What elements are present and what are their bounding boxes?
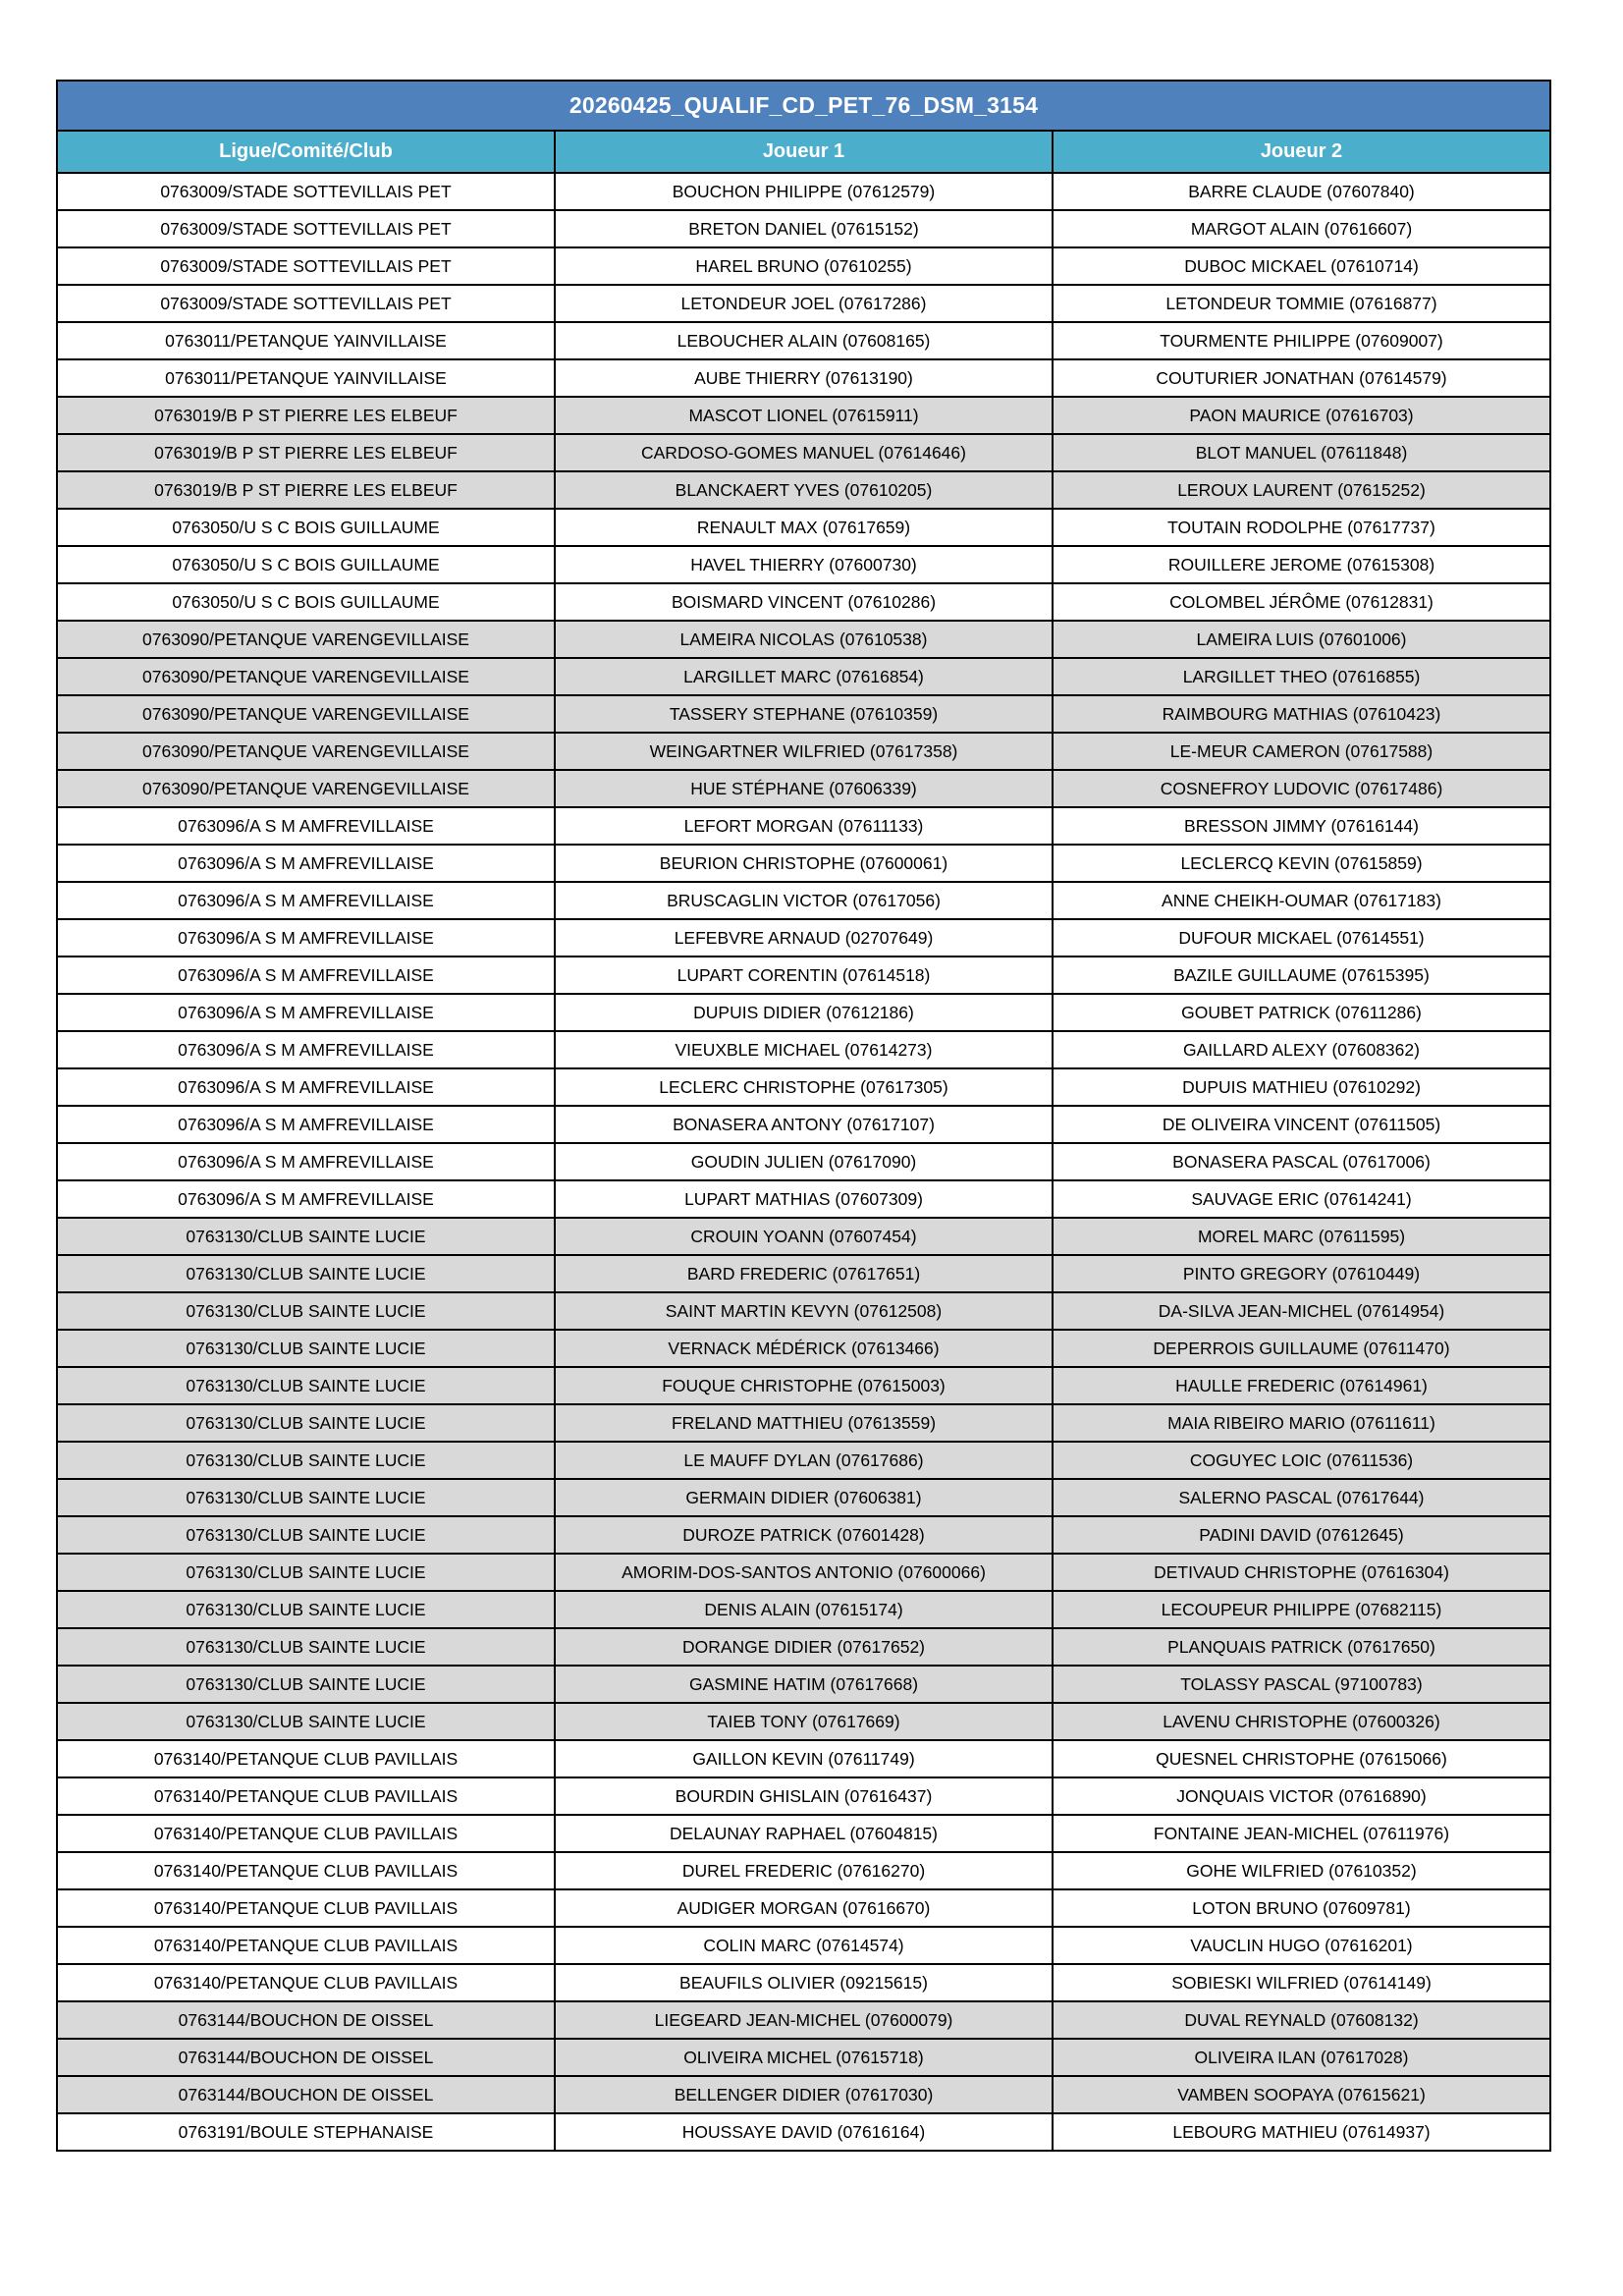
table-row <box>57 2039 1550 2076</box>
cell-club: 0763140/PETANQUE CLUB PAVILLAIS <box>57 1815 555 1852</box>
cell-joueur-1: LAMEIRA NICOLAS (07610538) <box>555 621 1053 658</box>
cell-joueur-1: CARDOSO-GOMES MANUEL (07614646) <box>555 434 1053 471</box>
cell-joueur-1: DELAUNAY RAPHAEL (07604815) <box>555 1815 1053 1852</box>
cell-club: 0763096/A S M AMFREVILLAISE <box>57 845 555 882</box>
cell-joueur-1: HAVEL THIERRY (07600730) <box>555 546 1053 583</box>
cell-joueur-2: DA-SILVA JEAN-MICHEL (07614954) <box>1053 1292 1550 1330</box>
cell-joueur-1: LETONDEUR JOEL (07617286) <box>555 285 1053 322</box>
table-row <box>57 1255 1550 1292</box>
cell-joueur-1: AUBE THIERRY (07613190) <box>555 359 1053 397</box>
cell-joueur-2: SOBIESKI WILFRIED (07614149) <box>1053 1964 1550 2001</box>
table-row <box>57 621 1550 658</box>
cell-joueur-1: HAREL BRUNO (07610255) <box>555 247 1053 285</box>
table-row <box>57 1554 1550 1591</box>
cell-joueur-2: COUTURIER JONATHAN (07614579) <box>1053 359 1550 397</box>
table-row <box>57 1740 1550 1777</box>
cell-joueur-1: DUROZE PATRICK (07601428) <box>555 1516 1053 1554</box>
cell-club: 0763009/STADE SOTTEVILLAIS PET <box>57 173 555 210</box>
cell-club: 0763140/PETANQUE CLUB PAVILLAIS <box>57 1964 555 2001</box>
cell-joueur-1: BOISMARD VINCENT (07610286) <box>555 583 1053 621</box>
table-row <box>57 1852 1550 1889</box>
cell-joueur-1: BRUSCAGLIN VICTOR (07617056) <box>555 882 1053 919</box>
table-header-row <box>57 131 1550 173</box>
cell-joueur-1: BRETON DANIEL (07615152) <box>555 210 1053 247</box>
cell-club: 0763144/BOUCHON DE OISSEL <box>57 2001 555 2039</box>
cell-joueur-1: TAIEB TONY (07617669) <box>555 1703 1053 1740</box>
table-row <box>57 1964 1550 2001</box>
cell-joueur-2: COLOMBEL JÉRÔME (07612831) <box>1053 583 1550 621</box>
cell-joueur-2: QUESNEL CHRISTOPHE (07615066) <box>1053 1740 1550 1777</box>
cell-joueur-1: HOUSSAYE DAVID (07616164) <box>555 2113 1053 2151</box>
table-row <box>57 1815 1550 1852</box>
cell-joueur-2: LEBOURG MATHIEU (07614937) <box>1053 2113 1550 2151</box>
cell-club: 0763140/PETANQUE CLUB PAVILLAIS <box>57 1927 555 1964</box>
cell-club: 0763090/PETANQUE VARENGEVILLAISE <box>57 770 555 807</box>
cell-club: 0763090/PETANQUE VARENGEVILLAISE <box>57 733 555 770</box>
table-row <box>57 1106 1550 1143</box>
table-row <box>57 2113 1550 2151</box>
cell-joueur-1: VERNACK MÉDÉRICK (07613466) <box>555 1330 1053 1367</box>
table-row <box>57 994 1550 1031</box>
cell-joueur-2: VAUCLIN HUGO (07616201) <box>1053 1927 1550 1964</box>
table-row <box>57 2001 1550 2039</box>
cell-joueur-1: LECLERC CHRISTOPHE (07617305) <box>555 1068 1053 1106</box>
cell-joueur-1: BONASERA ANTONY (07617107) <box>555 1106 1053 1143</box>
cell-joueur-2: BRESSON JIMMY (07616144) <box>1053 807 1550 845</box>
cell-joueur-1: DUPUIS DIDIER (07612186) <box>555 994 1053 1031</box>
cell-joueur-2: COSNEFROY LUDOVIC (07617486) <box>1053 770 1550 807</box>
cell-joueur-2: DEPERROIS GUILLAUME (07611470) <box>1053 1330 1550 1367</box>
cell-joueur-1: VIEUXBLE MICHAEL (07614273) <box>555 1031 1053 1068</box>
cell-joueur-2: GOUBET PATRICK (07611286) <box>1053 994 1550 1031</box>
cell-joueur-2: GOHE WILFRIED (07610352) <box>1053 1852 1550 1889</box>
cell-joueur-1: BOURDIN GHISLAIN (07616437) <box>555 1777 1053 1815</box>
table-title-row <box>57 81 1550 131</box>
cell-club: 0763009/STADE SOTTEVILLAIS PET <box>57 285 555 322</box>
cell-joueur-1: LEFEBVRE ARNAUD (02707649) <box>555 919 1053 957</box>
cell-club: 0763144/BOUCHON DE OISSEL <box>57 2039 555 2076</box>
cell-club: 0763096/A S M AMFREVILLAISE <box>57 994 555 1031</box>
cell-joueur-2: COGUYEC LOIC (07611536) <box>1053 1442 1550 1479</box>
cell-club: 0763096/A S M AMFREVILLAISE <box>57 1068 555 1106</box>
cell-club: 0763140/PETANQUE CLUB PAVILLAIS <box>57 1740 555 1777</box>
cell-joueur-1: OLIVEIRA MICHEL (07615718) <box>555 2039 1053 2076</box>
cell-joueur-1: GAILLON KEVIN (07611749) <box>555 1740 1053 1777</box>
cell-joueur-2: SALERNO PASCAL (07617644) <box>1053 1479 1550 1516</box>
cell-club: 0763096/A S M AMFREVILLAISE <box>57 807 555 845</box>
cell-club: 0763130/CLUB SAINTE LUCIE <box>57 1666 555 1703</box>
table-row <box>57 957 1550 994</box>
table-row <box>57 1218 1550 1255</box>
cell-club: 0763090/PETANQUE VARENGEVILLAISE <box>57 658 555 695</box>
cell-club: 0763144/BOUCHON DE OISSEL <box>57 2076 555 2113</box>
cell-club: 0763096/A S M AMFREVILLAISE <box>57 1180 555 1218</box>
cell-club: 0763130/CLUB SAINTE LUCIE <box>57 1703 555 1740</box>
cell-joueur-2: PINTO GREGORY (07610449) <box>1053 1255 1550 1292</box>
cell-joueur-2: DUVAL REYNALD (07608132) <box>1053 2001 1550 2039</box>
table-row <box>57 285 1550 322</box>
cell-joueur-1: GERMAIN DIDIER (07606381) <box>555 1479 1053 1516</box>
cell-joueur-2: ANNE CHEIKH-OUMAR (07617183) <box>1053 882 1550 919</box>
cell-club: 0763050/U S C BOIS GUILLAUME <box>57 546 555 583</box>
cell-joueur-2: BAZILE GUILLAUME (07615395) <box>1053 957 1550 994</box>
table-row <box>57 845 1550 882</box>
cell-joueur-2: BARRE CLAUDE (07607840) <box>1053 173 1550 210</box>
cell-joueur-2: LARGILLET THEO (07616855) <box>1053 658 1550 695</box>
cell-club: 0763130/CLUB SAINTE LUCIE <box>57 1218 555 1255</box>
table-row <box>57 1330 1550 1367</box>
cell-club: 0763130/CLUB SAINTE LUCIE <box>57 1442 555 1479</box>
table-row <box>57 1927 1550 1964</box>
cell-joueur-2: DE OLIVEIRA VINCENT (07611505) <box>1053 1106 1550 1143</box>
cell-joueur-1: GOUDIN JULIEN (07617090) <box>555 1143 1053 1180</box>
cell-joueur-2: LE-MEUR CAMERON (07617588) <box>1053 733 1550 770</box>
cell-joueur-2: JONQUAIS VICTOR (07616890) <box>1053 1777 1550 1815</box>
table-row <box>57 1703 1550 1740</box>
table-row <box>57 1292 1550 1330</box>
table-row <box>57 1068 1550 1106</box>
cell-joueur-2: BLOT MANUEL (07611848) <box>1053 434 1550 471</box>
table-row <box>57 1516 1550 1554</box>
cell-club: 0763096/A S M AMFREVILLAISE <box>57 882 555 919</box>
cell-joueur-1: AMORIM-DOS-SANTOS ANTONIO (07600066) <box>555 1554 1053 1591</box>
cell-joueur-2: DUFOUR MICKAEL (07614551) <box>1053 919 1550 957</box>
table-row <box>57 247 1550 285</box>
cell-joueur-2: DETIVAUD CHRISTOPHE (07616304) <box>1053 1554 1550 1591</box>
table-row <box>57 1404 1550 1442</box>
cell-club: 0763130/CLUB SAINTE LUCIE <box>57 1292 555 1330</box>
table-row <box>57 1889 1550 1927</box>
cell-club: 0763050/U S C BOIS GUILLAUME <box>57 583 555 621</box>
cell-joueur-1: SAINT MARTIN KEVYN (07612508) <box>555 1292 1053 1330</box>
table-row <box>57 1777 1550 1815</box>
table-row <box>57 2076 1550 2113</box>
cell-club: 0763140/PETANQUE CLUB PAVILLAIS <box>57 1889 555 1927</box>
cell-club: 0763130/CLUB SAINTE LUCIE <box>57 1554 555 1591</box>
table-row <box>57 1031 1550 1068</box>
table-row <box>57 1367 1550 1404</box>
cell-club: 0763130/CLUB SAINTE LUCIE <box>57 1367 555 1404</box>
cell-joueur-2: LOTON BRUNO (07609781) <box>1053 1889 1550 1927</box>
cell-joueur-1: COLIN MARC (07614574) <box>555 1927 1053 1964</box>
cell-joueur-2: ROUILLERE JEROME (07615308) <box>1053 546 1550 583</box>
cell-joueur-2: LEROUX LAURENT (07615252) <box>1053 471 1550 509</box>
cell-club: 0763011/PETANQUE YAINVILLAISE <box>57 359 555 397</box>
cell-joueur-1: BARD FREDERIC (07617651) <box>555 1255 1053 1292</box>
cell-joueur-1: BLANCKAERT YVES (07610205) <box>555 471 1053 509</box>
cell-club: 0763140/PETANQUE CLUB PAVILLAIS <box>57 1777 555 1815</box>
table-row <box>57 509 1550 546</box>
cell-club: 0763130/CLUB SAINTE LUCIE <box>57 1479 555 1516</box>
cell-joueur-2: MAIA RIBEIRO MARIO (07611611) <box>1053 1404 1550 1442</box>
cell-joueur-1: LEFORT MORGAN (07611133) <box>555 807 1053 845</box>
competition-sheet <box>56 80 1549 2152</box>
cell-club: 0763191/BOULE STEPHANAISE <box>57 2113 555 2151</box>
cell-joueur-2: LETONDEUR TOMMIE (07616877) <box>1053 285 1550 322</box>
cell-club: 0763009/STADE SOTTEVILLAIS PET <box>57 210 555 247</box>
cell-joueur-1: WEINGARTNER WILFRIED (07617358) <box>555 733 1053 770</box>
cell-joueur-2: MARGOT ALAIN (07616607) <box>1053 210 1550 247</box>
cell-club: 0763096/A S M AMFREVILLAISE <box>57 1031 555 1068</box>
table-row <box>57 322 1550 359</box>
table-row <box>57 1143 1550 1180</box>
table-row <box>57 807 1550 845</box>
table-row <box>57 882 1550 919</box>
cell-joueur-2: LAVENU CHRISTOPHE (07600326) <box>1053 1703 1550 1740</box>
table-row <box>57 359 1550 397</box>
table-row <box>57 583 1550 621</box>
cell-club: 0763130/CLUB SAINTE LUCIE <box>57 1404 555 1442</box>
table-row <box>57 919 1550 957</box>
cell-club: 0763130/CLUB SAINTE LUCIE <box>57 1330 555 1367</box>
cell-club: 0763009/STADE SOTTEVILLAIS PET <box>57 247 555 285</box>
cell-joueur-2: PLANQUAIS PATRICK (07617650) <box>1053 1628 1550 1666</box>
cell-joueur-2: LECOUPEUR PHILIPPE (07682115) <box>1053 1591 1550 1628</box>
cell-joueur-2: TOURMENTE PHILIPPE (07609007) <box>1053 322 1550 359</box>
cell-club: 0763011/PETANQUE YAINVILLAISE <box>57 322 555 359</box>
cell-joueur-1: BOUCHON PHILIPPE (07612579) <box>555 173 1053 210</box>
cell-joueur-1: RENAULT MAX (07617659) <box>555 509 1053 546</box>
table-row <box>57 1180 1550 1218</box>
cell-club: 0763130/CLUB SAINTE LUCIE <box>57 1591 555 1628</box>
table-row <box>57 1479 1550 1516</box>
cell-joueur-2: MOREL MARC (07611595) <box>1053 1218 1550 1255</box>
table-row <box>57 1666 1550 1703</box>
registration-table <box>56 80 1551 2152</box>
cell-club: 0763019/B P ST PIERRE LES ELBEUF <box>57 434 555 471</box>
cell-joueur-1: BELLENGER DIDIER (07617030) <box>555 2076 1053 2113</box>
cell-joueur-2: DUPUIS MATHIEU (07610292) <box>1053 1068 1550 1106</box>
table-row <box>57 434 1550 471</box>
cell-joueur-2: LECLERCQ KEVIN (07615859) <box>1053 845 1550 882</box>
table-row <box>57 733 1550 770</box>
cell-club: 0763096/A S M AMFREVILLAISE <box>57 957 555 994</box>
table-row <box>57 210 1550 247</box>
cell-joueur-1: HUE STÉPHANE (07606339) <box>555 770 1053 807</box>
cell-joueur-2: OLIVEIRA ILAN (07617028) <box>1053 2039 1550 2076</box>
cell-joueur-1: LUPART CORENTIN (07614518) <box>555 957 1053 994</box>
page-title: 20260425_QUALIF_CD_PET_76_DSM_3154 <box>57 81 1550 131</box>
cell-joueur-1: AUDIGER MORGAN (07616670) <box>555 1889 1053 1927</box>
cell-joueur-2: PADINI DAVID (07612645) <box>1053 1516 1550 1554</box>
table-row <box>57 1591 1550 1628</box>
cell-club: 0763090/PETANQUE VARENGEVILLAISE <box>57 621 555 658</box>
cell-club: 0763140/PETANQUE CLUB PAVILLAIS <box>57 1852 555 1889</box>
column-header-club: Ligue/Comité/Club <box>57 131 555 173</box>
cell-joueur-2: TOUTAIN RODOLPHE (07617737) <box>1053 509 1550 546</box>
cell-joueur-1: BEAUFILS OLIVIER (09215615) <box>555 1964 1053 2001</box>
cell-club: 0763130/CLUB SAINTE LUCIE <box>57 1516 555 1554</box>
cell-club: 0763050/U S C BOIS GUILLAUME <box>57 509 555 546</box>
cell-joueur-2: DUBOC MICKAEL (07610714) <box>1053 247 1550 285</box>
cell-joueur-1: MASCOT LIONEL (07615911) <box>555 397 1053 434</box>
cell-club: 0763019/B P ST PIERRE LES ELBEUF <box>57 471 555 509</box>
cell-joueur-1: BEURION CHRISTOPHE (07600061) <box>555 845 1053 882</box>
table-row <box>57 546 1550 583</box>
cell-joueur-1: LE MAUFF DYLAN (07617686) <box>555 1442 1053 1479</box>
cell-joueur-2: HAULLE FREDERIC (07614961) <box>1053 1367 1550 1404</box>
table-row <box>57 1442 1550 1479</box>
cell-joueur-2: RAIMBOURG MATHIAS (07610423) <box>1053 695 1550 733</box>
cell-joueur-2: FONTAINE JEAN-MICHEL (07611976) <box>1053 1815 1550 1852</box>
cell-joueur-2: TOLASSY PASCAL (97100783) <box>1053 1666 1550 1703</box>
cell-club: 0763090/PETANQUE VARENGEVILLAISE <box>57 695 555 733</box>
cell-joueur-2: PAON MAURICE (07616703) <box>1053 397 1550 434</box>
table-row <box>57 658 1550 695</box>
cell-joueur-1: FOUQUE CHRISTOPHE (07615003) <box>555 1367 1053 1404</box>
table-row <box>57 397 1550 434</box>
column-header-joueur-2: Joueur 2 <box>1053 131 1550 173</box>
cell-joueur-1: GASMINE HATIM (07617668) <box>555 1666 1053 1703</box>
table-row <box>57 173 1550 210</box>
cell-joueur-1: FRELAND MATTHIEU (07613559) <box>555 1404 1053 1442</box>
cell-joueur-2: BONASERA PASCAL (07617006) <box>1053 1143 1550 1180</box>
cell-joueur-1: LIEGEARD JEAN-MICHEL (07600079) <box>555 2001 1053 2039</box>
cell-joueur-1: TASSERY STEPHANE (07610359) <box>555 695 1053 733</box>
cell-joueur-2: GAILLARD ALEXY (07608362) <box>1053 1031 1550 1068</box>
cell-joueur-1: DUREL FREDERIC (07616270) <box>555 1852 1053 1889</box>
column-header-joueur-1: Joueur 1 <box>555 131 1053 173</box>
cell-club: 0763096/A S M AMFREVILLAISE <box>57 1106 555 1143</box>
cell-joueur-2: VAMBEN SOOPAYA (07615621) <box>1053 2076 1550 2113</box>
cell-joueur-2: SAUVAGE ERIC (07614241) <box>1053 1180 1550 1218</box>
table-row <box>57 1628 1550 1666</box>
cell-joueur-1: LARGILLET MARC (07616854) <box>555 658 1053 695</box>
table-row <box>57 770 1550 807</box>
cell-joueur-1: CROUIN YOANN (07607454) <box>555 1218 1053 1255</box>
cell-club: 0763096/A S M AMFREVILLAISE <box>57 919 555 957</box>
table-row <box>57 471 1550 509</box>
cell-club: 0763019/B P ST PIERRE LES ELBEUF <box>57 397 555 434</box>
cell-club: 0763130/CLUB SAINTE LUCIE <box>57 1255 555 1292</box>
cell-joueur-2: LAMEIRA LUIS (07601006) <box>1053 621 1550 658</box>
cell-club: 0763096/A S M AMFREVILLAISE <box>57 1143 555 1180</box>
cell-joueur-1: DORANGE DIDIER (07617652) <box>555 1628 1053 1666</box>
table-row <box>57 695 1550 733</box>
cell-joueur-1: DENIS ALAIN (07615174) <box>555 1591 1053 1628</box>
cell-club: 0763130/CLUB SAINTE LUCIE <box>57 1628 555 1666</box>
cell-joueur-1: LUPART MATHIAS (07607309) <box>555 1180 1053 1218</box>
cell-joueur-1: LEBOUCHER ALAIN (07608165) <box>555 322 1053 359</box>
